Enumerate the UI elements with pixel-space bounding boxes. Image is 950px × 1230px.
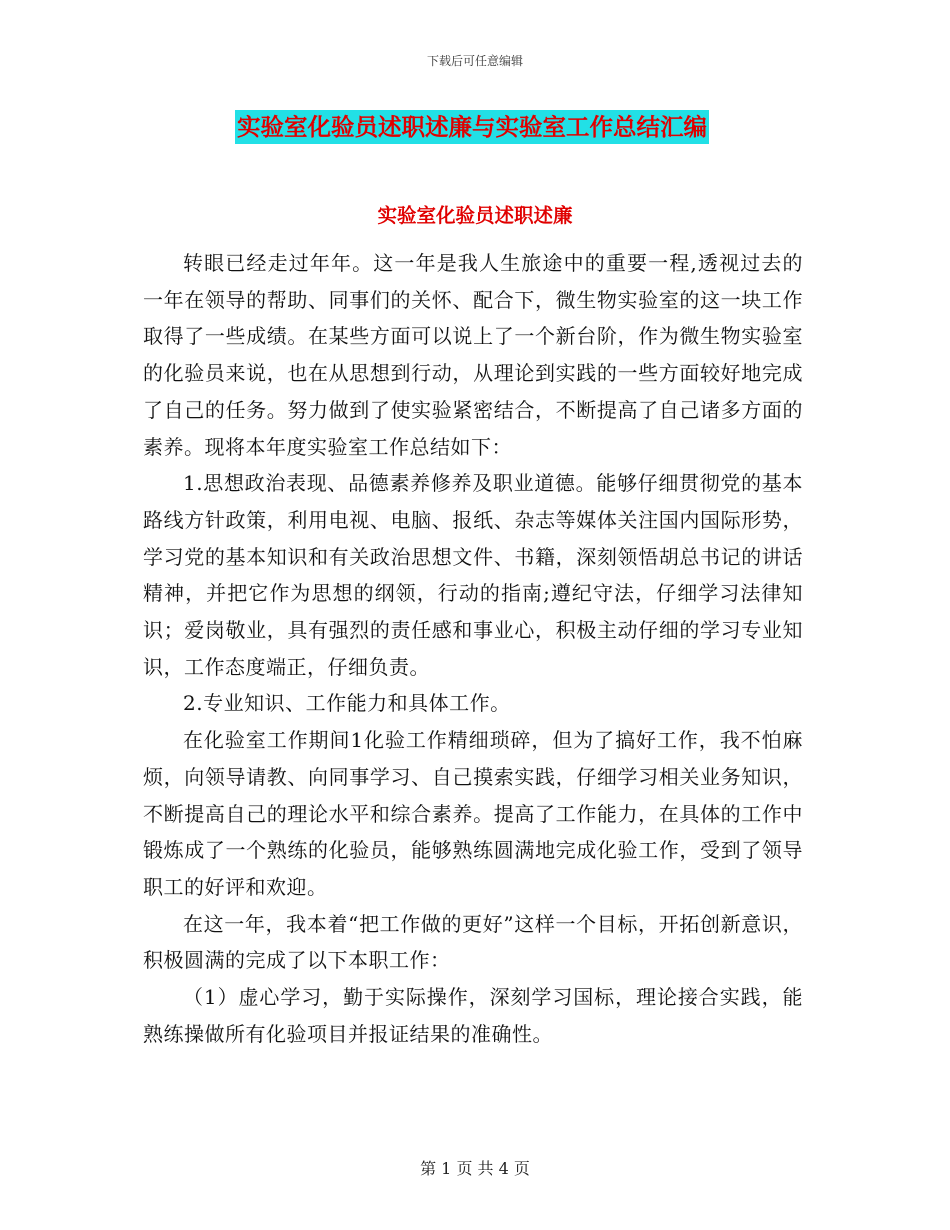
paragraph-professional-heading: 2.专业知识、工作能力和具体工作。 (183, 691, 511, 716)
paragraph-lab-work: 在化验室工作期间1化验工作精细琐碎，但为了搞好工作，我不怕麻烦，向领导请教、向同事学习、自己摸索实践，仔细学习相关业务知识，不断提高自己的理论水平和综合素养。提高了工作能力，在具体的工作中锻炼成了一个熟练的化验员，能够熟练圆满地完成化验工作，受到了领导职工的好评和欢迎。 (143, 728, 803, 899)
header-note: 下载后可任意编辑 (426, 54, 523, 68)
paragraph-item-1: （1）虚心学习，勤于实际操作，深刻学习国标，理论接合实践，能熟练操做所有化验项目并报证结果的准确性。 (143, 985, 803, 1046)
document-body (143, 245, 803, 1052)
paragraph-intro: 转眼已经走过年年。这一年是我人生旅途中的重要一程,透视过去的一年在领导的帮助、同事们的关怀、配合下，微生物实验室的这一块工作取得了一些成绩。在某些方面可以说上了一个新台阶，作为微生物实验室的化验员来说，也在从思想到行动，从理论到实践的一些方面较好地完成了自己的任务。努力做到了使实验紧密结合，不断提高了自己诸多方面的素养。现将本年度实验室工作总结如下： (143, 251, 803, 459)
document-main-title: 实验室化验员述职述廉与实验室工作总结汇编 (235, 110, 709, 144)
section-title: 实验室化验员述职述廉 (377, 204, 573, 227)
paragraph-political-performance: 1.思想政治表现、品德素养修养及职业道德。能够仔细贯彻党的基本路线方针政策，利用电视、电脑、报纸、杂志等媒体关注国内国际形势，学习党的基本知识和有关政治思想文件、书籍，深刻领悟胡总书记的讲话精神，并把它作为思想的纲领，行动的指南;遵纪守法，仔细学习法律知识；爱岗敬业，具有强烈的责任感和事业心，积极主动仔细的学习专业知识，工作态度端正，仔细负责。 (143, 471, 803, 679)
page-footer: 第 1 页 共 4 页 (420, 1159, 530, 1178)
paragraph-year-goal: 在这一年，我本着“把工作做的更好”这样一个目标，开拓创新意识，积极圆满的完成了以下本职工作： (143, 911, 803, 973)
